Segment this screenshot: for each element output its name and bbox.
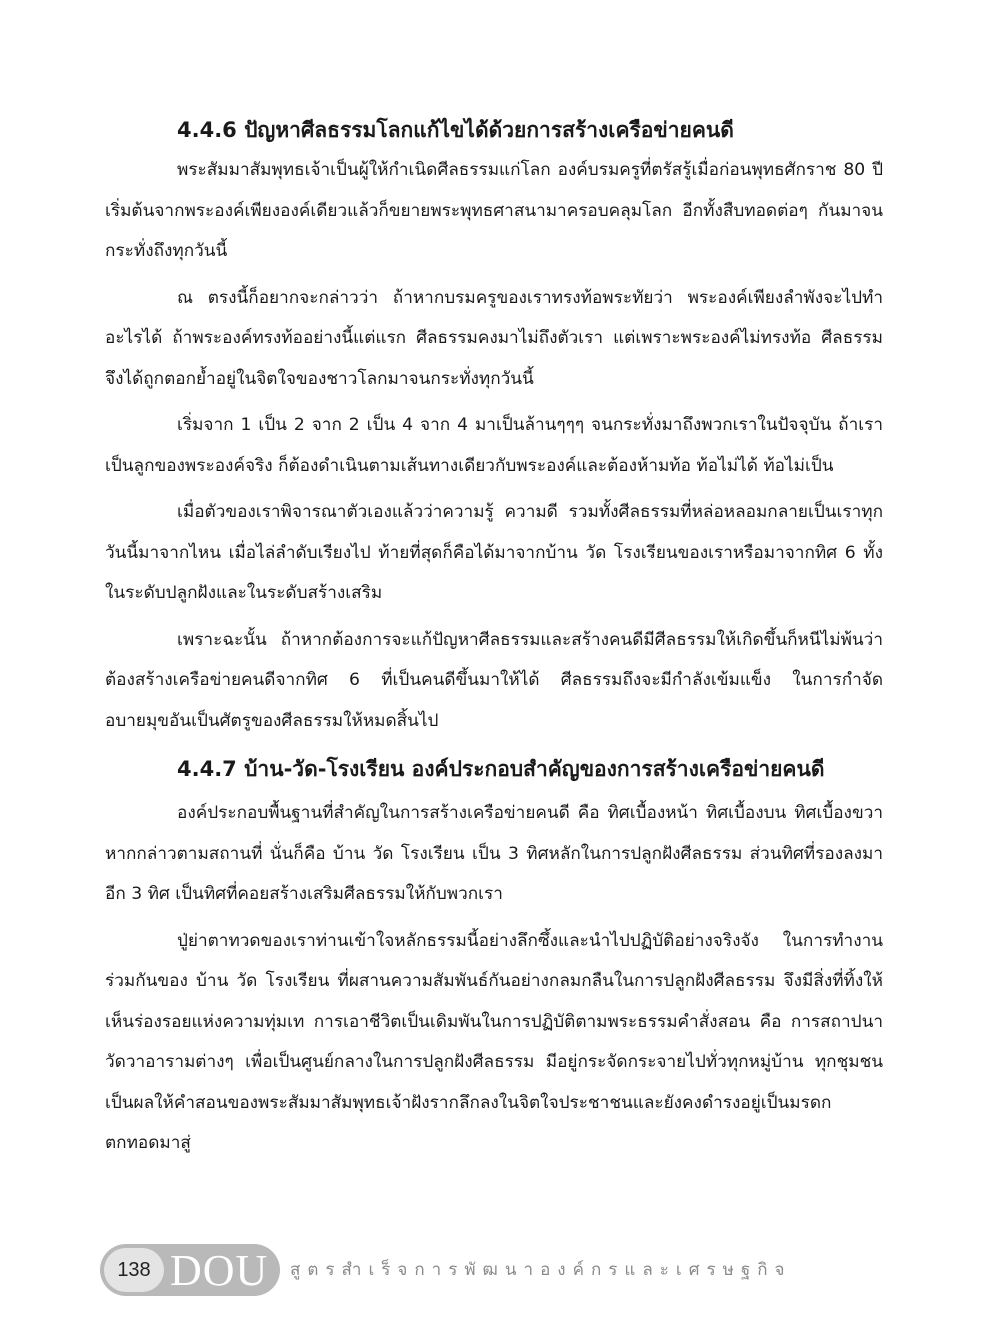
paragraph: เริ่มจาก 1 เป็น 2 จาก 2 เป็น 4 จาก 4 มาเป็นล้านๆๆๆ จนกระทั่งมาถึงพวกเราในปัจจุบัน ถ้าเราเป็นลูกของพระองค์จริง ก็ต้องดำเนินตามเส้นทางเดียวกับพระองค์และต้องห้ามท้อ ท้อไม่ได้ ท้อไม่เป็น	[105, 415, 883, 476]
paragraph: เมื่อตัวของเราพิจารณาตัวเองแล้วว่าความรู้ ความดี รวมทั้งศีลธรรมที่หล่อหลอมกลายเป็นเราทุกวันนี้มาจากไหน เมื่อไล่ลำดับเรียงไป ท้ายที่สุดก็คือได้มาจากบ้าน วัด โรงเรียนของเราหรือมาจากทิศ 6 ทั้งในระดับปลูกฝังและในระดับสร้างเสริม	[105, 502, 883, 603]
paragraph: พระสัมมาสัมพุทธเจ้าเป็นผู้ให้กำเนิดศีลธรรมแก่โลก องค์บรมครูที่ตรัสรู้เมื่อก่อนพุทธศักราช 80 ปี เริ่มต้นจากพระองค์เพียงองค์เดียวแล้วก็ขยายพระพุทธศาสนามาครอบคลุมโลก อีกทั้งสืบทอดต่อๆ กันมาจนกระทั่งถึงทุกวันนี้	[105, 160, 883, 261]
dou-logo: DOU	[170, 1246, 269, 1295]
section-heading-4-4-6: 4.4.6 ปัญหาศีลธรรมโลกแก้ไขได้ด้วยการสร้างเครือข่ายคนดี	[177, 118, 734, 142]
paragraph: ปู่ย่าตาทวดของเราท่านเข้าใจหลักธรรมนี้อย่างลึกซึ้งและนำไปปฏิบัติอย่างจริงจัง ในการทำงานร่วมกันของ บ้าน วัด โรงเรียน ที่ผสานความสัมพันธ์กันอย่างกลมกลืนในการปลูกฝังศีลธรรม จึงมีสิ่งที่ทิ้งให้เห็นร่องรอยแห่งความทุ่มเท การเอาชีวิตเป็นเดิมพันในการปฏิบัติตามพระธรรมคำสั่งสอน คือ การสถาปนาวัดวาอารามต่างๆ เพื่อเป็นศูนย์กลางในการปลูกฝังศีลธรรม มีอยู่กระจัดกระจายไปทั่วทุกหมู่บ้าน ทุกชุมชน เป็นผลให้คำสอนของพระสัมมาสัมพุทธเจ้าฝังรากลึกลงในจิตใจประชาชนและยังคงดำรงอยู่เป็นมรดก ตกทอดมาสู่	[105, 930, 883, 1153]
paragraph: ณ ตรงนี้ก็อยากจะกล่าวว่า ถ้าหากบรมครูของเราทรงท้อพระทัยว่า พระองค์เพียงลำพังจะไปทำอะไรได้ ถ้าพระองค์ทรงท้ออย่างนี้แต่แรก ศีลธรรมคงมาไม่ถึงตัวเรา แต่เพราะพระองค์ไม่ทรงท้อ ศีลธรรมจึงได้ถูกตอกย้ำอยู่ในจิตใจของชาวโลกมาจนกระทั่งทุกวันนี้	[105, 287, 883, 389]
book-title: สูตรสำเร็จการพัฒนาองค์กรและเศรษฐกิจ	[290, 1260, 792, 1280]
page-footer	[100, 1244, 900, 1300]
paragraph: องค์ประกอบพื้นฐานที่สำคัญในการสร้างเครือข่ายคนดี คือ ทิศเบื้องหน้า ทิศเบื้องบน ทิศเบื้องขวา หากกล่าวตามสถานที่ นั่นก็คือ บ้าน วัด โรงเรียน เป็น 3 ทิศหลักในการปลูกฝังศีลธรรม ส่วนทิศที่รองลงมาอีก 3 ทิศ เป็นทิศที่คอยสร้างเสริมศีลธรรมให้กับพวกเรา	[105, 803, 883, 904]
page-number: 138	[104, 1248, 164, 1292]
page-body	[105, 110, 883, 1170]
paragraph: เพราะฉะนั้น ถ้าหากต้องการจะแก้ปัญหาศีลธรรมและสร้างคนดีมีศีลธรรมให้เกิดขึ้นก็หนีไม่พ้นว่าต้องสร้างเครือข่ายคนดีจากทิศ 6 ที่เป็นคนดีขึ้นมาให้ได้ ศีลธรรมถึงจะมีกำลังเข้มแข็ง ในการกำจัดอบายมุขอันเป็นศัตรูของศีลธรรมให้หมดสิ้นไป	[105, 629, 883, 731]
section-heading-4-4-7: 4.4.7 บ้าน-วัด-โรงเรียน องค์ประกอบสำคัญของการสร้างเครือข่ายคนดี	[177, 757, 825, 781]
dou-badge	[100, 1244, 280, 1296]
